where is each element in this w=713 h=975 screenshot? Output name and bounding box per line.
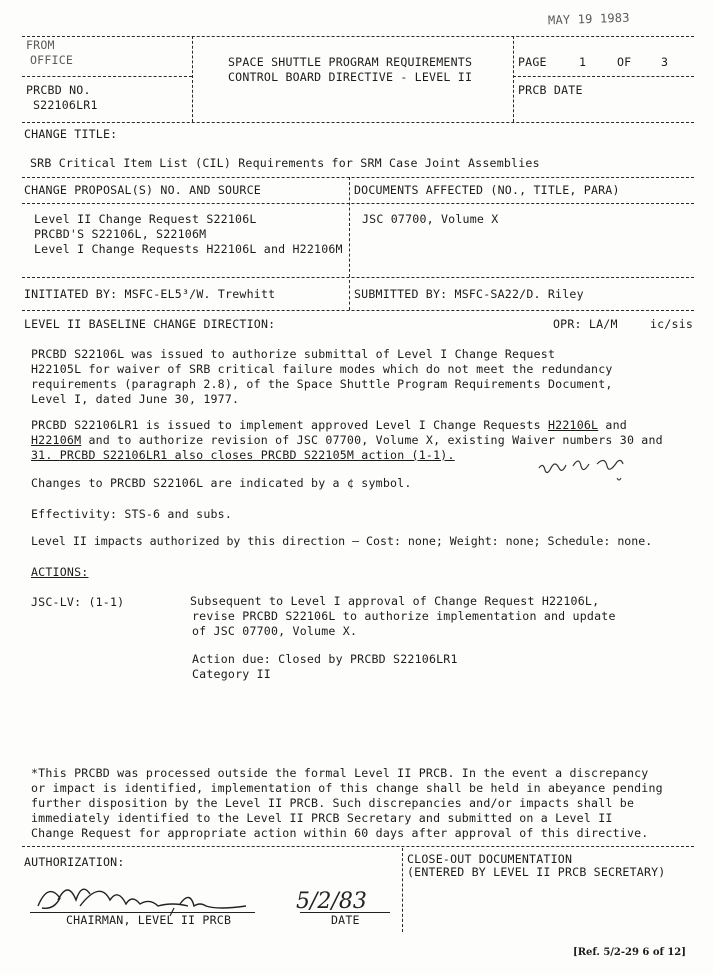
paragraph-2-line-2: [31, 433, 663, 448]
page-of-label: OF: [617, 55, 632, 69]
page-number: 1: [579, 55, 587, 69]
date-label: DATE: [331, 913, 360, 927]
action-text-line-3: of JSC 07700, Volume X.: [192, 624, 358, 638]
prcb-date-label: PRCB DATE: [518, 83, 583, 97]
closeout-documentation-line-1: CLOSE-OUT DOCUMENTATION: [407, 852, 573, 866]
p2-text-line2: and to authorize revision of JSC 07700, Volume X, existing Waiver numbers 30 and: [81, 433, 663, 447]
effectivity: Effectivity: STS-6 and subs.: [31, 507, 233, 521]
svg-text:5/2/83: 5/2/83: [296, 889, 367, 914]
paragraph-2-line-3: [31, 448, 455, 463]
footnote-line-1: *This PRCBD was processed outside the formal Level II PRCB. In the event a discrepancy: [31, 766, 649, 780]
authorization-top-rule: [22, 846, 694, 847]
baseline-change-direction-label: LEVEL II BASELINE CHANGE DIRECTION:: [24, 317, 276, 331]
paragraph-1-line-3: requirements (paragraph 2.8), of the Space Shuttle Program Requirements Document,: [31, 377, 613, 391]
proposal-line-3: Level I Change Requests H22106L and H22106M: [34, 242, 343, 256]
typist-initials: ic/sis: [650, 317, 694, 331]
proposals-sub-rule: [22, 203, 694, 204]
change-title-value: SRB Critical Item List (CIL) Requirements for SRM Case Joint Assemblies: [30, 156, 540, 170]
level-ii-impacts: Level II impacts authorized by this direction – Cost: none; Weight: none; Schedule: none.: [31, 534, 653, 548]
actions-label: ACTIONS:: [31, 565, 89, 579]
page-total: 3: [661, 55, 669, 69]
change-request-h22106m: H22106M: [31, 433, 82, 447]
submitted-by: SUBMITTED BY: MSFC-SA22/D. Riley: [354, 287, 584, 301]
from-value: OFFICE: [30, 53, 74, 67]
action-due: Action due: Closed by PRCBD S22106LR1: [192, 652, 458, 666]
initiated-bottom-rule: [22, 310, 694, 311]
change-title-rule: [22, 177, 694, 178]
change-request-h22106l: H22106L: [547, 418, 599, 432]
header-right-divider: [513, 36, 514, 122]
proposals-bottom-rule: [22, 277, 694, 278]
authorization-divider: [402, 848, 403, 932]
proposal-line-2: PRCBD'S S22106L, S22106M: [34, 227, 207, 241]
footnote-line-4: immediately identified to the Level II PRCB Secretary and submitted on a Level II: [31, 811, 613, 825]
paragraph-1-line-1: PRCBD S22106L was issued to authorize submittal of Level I Change Request: [31, 347, 556, 361]
document-reference: [Ref. 5/2-29 6 of 12]: [573, 947, 686, 958]
initiated-by: INITIATED BY: MSFC-EL5³/W. Trewhitt: [24, 287, 276, 301]
authorization-label: AUTHORIZATION:: [24, 855, 125, 869]
from-label: FROM: [26, 38, 55, 52]
header-left-mid-rule: [22, 76, 192, 77]
footnote-line-3: further disposition by the Level II PRCB. Such discrepancies and/or impacts shall be: [31, 796, 635, 810]
page-label: PAGE: [518, 55, 547, 69]
proposal-line-1: Level II Change Request S22106L: [34, 212, 257, 226]
directive-title-line2: CONTROL BOARD DIRECTIVE - LEVEL II: [228, 70, 473, 84]
documents-affected-value: JSC 07700, Volume X: [362, 212, 499, 226]
waiver-31: 31.: [31, 448, 60, 462]
paragraph-1-line-4: Level I, dated June 30, 1977.: [31, 392, 240, 406]
prcbd-number-value: S22106LR1: [33, 98, 98, 112]
prcbd-number-label: PRCBD NO.: [26, 83, 91, 97]
p2-text-c: and: [598, 418, 627, 432]
received-date-stamp: MAY 19 1983: [547, 10, 630, 28]
opr-code: OPR: LA/M: [553, 317, 618, 331]
chairman-label: CHAIRMAN, LEVEL II PRCB: [66, 913, 232, 927]
paragraph-1-line-2: H22105L for waiver of SRB critical failure modes which do not meet the redundancy: [31, 362, 613, 376]
action-text-line-2: revise PRCBD S22106L to authorize implementation and update: [192, 609, 616, 623]
documents-affected-label: DOCUMENTS AFFECTED (NO., TITLE, PARA): [354, 183, 620, 197]
change-title-label: CHANGE TITLE:: [24, 127, 118, 141]
paragraph-3: Changes to PRCBD S22106L are indicated by a ¢ symbol.: [31, 476, 412, 490]
handwritten-annotation: [535, 450, 645, 490]
header-bottom-rule: [22, 122, 694, 123]
header-right-mid-rule: [513, 76, 694, 77]
proposals-divider: [349, 177, 350, 277]
p2-text-a: PRCBD S22106LR1 is issued to implement approved Level I Change Requests: [31, 418, 548, 432]
closeout-documentation-line-2: (ENTERED BY LEVEL II PRCB SECRETARY): [407, 865, 666, 879]
action-category: Category II: [192, 667, 271, 681]
action-assignee: JSC-LV: (1-1): [31, 595, 125, 609]
paragraph-2-line-1: [31, 418, 627, 433]
action-text-line-1: Subsequent to Level I approval of Change Request H22106L,: [190, 594, 600, 608]
initiated-divider: [349, 280, 350, 310]
change-proposals-label: CHANGE PROPOSAL(S) NO. AND SOURCE: [24, 183, 261, 197]
closes-action-text: PRCBD S22106LR1 also closes PRCBD S22105M action (1-1).: [59, 448, 455, 462]
header-left-divider: [192, 36, 193, 122]
footnote-line-5: Change Request for appropriate action within 60 days after approval of this directive.: [31, 826, 649, 840]
footnote-line-2: or impact is identified, implementation of this change shall be held in abeyance pending: [31, 781, 663, 795]
header-top-rule: [22, 36, 694, 37]
directive-title-line1: SPACE SHUTTLE PROGRAM REQUIREMENTS: [228, 55, 473, 69]
